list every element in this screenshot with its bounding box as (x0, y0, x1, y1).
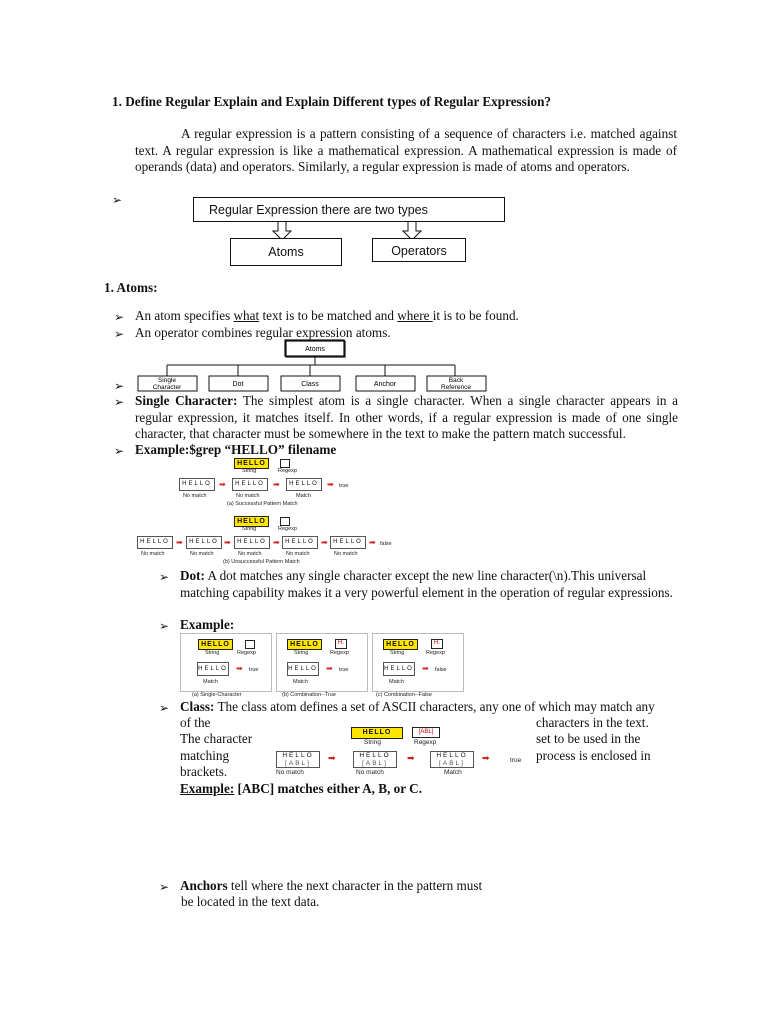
arrow-icon: ➡ (327, 480, 334, 489)
arrow-icon: ➡ (407, 754, 415, 764)
no-match-cell: HELLO [ABL] (276, 751, 320, 768)
atoms-box: Atoms (230, 238, 342, 266)
no-match-label: No match (356, 769, 384, 776)
no-match-cell: HELLO (234, 536, 270, 549)
match-label: Match (296, 493, 311, 499)
arrow-icon: ➡ (176, 538, 183, 547)
match-cell: HELLO (287, 662, 319, 676)
string-label: String (242, 468, 257, 474)
regexp-label: Regexp (278, 526, 297, 532)
regexp-label: Regexp (237, 650, 256, 656)
match-cell: HELLO [ABL] (430, 751, 474, 768)
regexp-label: Regexp (278, 468, 297, 474)
caption-b: (b) Unsuccessful Pattern Match (223, 559, 300, 565)
string-chip: HELLO (198, 639, 233, 650)
regexp-label: Regexp (426, 650, 445, 656)
class-left-3: matching (180, 748, 230, 763)
regexp-chip (280, 459, 290, 468)
regexp-chip: H. (335, 639, 347, 649)
single-character-example: Example:$grep “HELLO” filename (135, 442, 337, 457)
dot-panel-c (372, 633, 464, 692)
class-left-4: brackets. (180, 764, 228, 779)
tree-root: Atoms (305, 346, 325, 353)
bullet-icon: ➢ (159, 570, 170, 584)
dot-figure (178, 631, 464, 701)
intro-paragraph: A regular expression is a pattern consisting of a sequence of characters i.e. matched against text. A regular expression is like a mathematical expression. A mathematical expression is made of operands (data) and operators. Similarly, a regular expression is made of atoms and operators. (135, 126, 677, 174)
atoms-tree-diagram (135, 339, 490, 394)
match-label: Match (293, 679, 308, 685)
class-left-2: The character (180, 731, 253, 746)
no-match-label: No match (286, 551, 310, 557)
arrow-icon: ➡ (236, 664, 243, 673)
class-left-1: of the (180, 715, 211, 730)
string-chip: HELLO (234, 516, 269, 527)
string-label: String (294, 650, 309, 656)
atom-definition: An atom specifies what text is to be matched and where it is to be found. (135, 308, 519, 323)
dot-panel-a (180, 633, 272, 692)
no-match-label: No match (238, 551, 262, 557)
no-match-label: No match (334, 551, 358, 557)
svg-text:Single: Single (157, 377, 177, 384)
bullet-icon: ➢ (114, 327, 125, 341)
svg-text:Character: Character (152, 384, 182, 391)
arrow-icon: ➡ (369, 538, 376, 547)
dot-paragraph: Dot: A dot matches any single character except the new line character(\n).This universal matching capability makes it a very powerful element in the operation of regular expressions. (180, 568, 673, 600)
operator-definition: An operator combines regular expression atoms. (135, 325, 391, 340)
regexp-chip: H. (431, 639, 443, 649)
arrow-icon: ➡ (422, 664, 429, 673)
result-true: true (510, 757, 522, 764)
string-label: String (242, 526, 257, 532)
no-match-label: No match (190, 551, 214, 557)
arrow-icon: ➡ (321, 538, 328, 547)
no-match-cell: HELLO [ABL] (353, 751, 397, 768)
match-label: Match (444, 769, 462, 776)
string-label: String (390, 650, 405, 656)
bullet-icon: ➢ (114, 444, 125, 458)
match-cell: HELLO (286, 478, 322, 491)
no-match-cell: HELLO (186, 536, 222, 549)
match-cell: HELLO (197, 662, 229, 676)
caption-a: (a) Successful Pattern Match (227, 501, 298, 507)
arrow-icon: ➡ (273, 480, 280, 489)
match-label: Match (389, 679, 404, 685)
string-label: String (364, 739, 381, 746)
arrow-icon: ➡ (326, 664, 333, 673)
caption-c: (c) Combination--False (376, 692, 432, 698)
arrow-icon: ➡ (273, 538, 280, 547)
no-match-label: No match (236, 493, 260, 499)
result-false: false (435, 667, 447, 673)
operators-box: Operators (372, 238, 466, 262)
match-cell: HELLO (179, 478, 215, 491)
string-chip: HELLO (351, 727, 403, 739)
result-true: true (249, 667, 259, 673)
match-cell: HELLO (232, 478, 268, 491)
no-match-cell: HELLO (282, 536, 318, 549)
match-label: Match (203, 679, 218, 685)
regexp-chip: [ABL] (412, 727, 440, 738)
atoms-heading: 1. Atoms: (104, 280, 158, 295)
string-chip: HELLO (383, 639, 418, 650)
no-match-cell: HELLO (137, 536, 173, 549)
class-line-1: Class: The class atom defines a set of ASCII characters, any one of which may match any (180, 699, 655, 714)
single-character-paragraph: Single Character: The simplest atom is a single character. When a single character appears in a regular expression, it matches itself. In other words, if a regular expression is made of one single character, that character must be somewhere in the text to make the pattern match successful. (135, 393, 678, 441)
tree-class: Class (301, 381, 319, 388)
no-match-label: No match (183, 493, 207, 499)
arrow-icon: ➡ (328, 754, 336, 764)
class-example: Example: [ABC] matches either A, B, or C. (180, 781, 422, 796)
svg-text:Reference: Reference (441, 384, 471, 391)
bullet-icon: ➢ (159, 880, 170, 894)
tree-dot: Dot (232, 381, 244, 388)
bullet-icon: ➢ (112, 193, 123, 207)
result-true: true (339, 483, 349, 489)
class-figure (268, 724, 530, 779)
result-true: true (339, 667, 349, 673)
dot-example-label: Example: (180, 617, 235, 632)
bullet-icon: ➢ (114, 395, 125, 409)
regexp-chip (245, 640, 255, 649)
no-match-label: No match (141, 551, 165, 557)
string-chip: HELLO (234, 458, 269, 469)
dot-panel-b (276, 633, 368, 692)
arrow-icon: ➡ (224, 538, 231, 547)
types-top-box: Regular Expression there are two types (193, 197, 505, 222)
class-right-1: characters in the text. (536, 715, 649, 730)
caption-a: (a) Single-Character (192, 692, 242, 698)
string-chip: HELLO (287, 639, 322, 650)
bullet-icon: ➢ (114, 379, 125, 393)
anchors-line-2: be located in the text data. (181, 894, 320, 909)
match-cell: HELLO (383, 662, 415, 676)
class-right-3: process is enclosed in (536, 748, 651, 763)
arrow-icon: ➡ (482, 754, 490, 764)
no-match-cell: HELLO (330, 536, 366, 549)
string-label: String (205, 650, 220, 656)
svg-text:Back: Back (448, 377, 464, 384)
bullet-icon: ➢ (159, 701, 170, 715)
anchors-paragraph: Anchors tell where the next character in the pattern must (180, 878, 483, 893)
question-heading: 1. Define Regular Explain and Explain Different types of Regular Expression? (112, 94, 552, 109)
bullet-icon: ➢ (114, 310, 125, 324)
regexp-label: Regexp (414, 739, 437, 746)
regexp-label: Regexp (330, 650, 349, 656)
arrow-icon: ➡ (219, 480, 226, 489)
caption-b: (b) Combination--True (282, 692, 336, 698)
bullet-icon: ➢ (159, 619, 170, 633)
class-right-2: set to be used in the (536, 731, 641, 746)
regexp-chip (280, 517, 290, 526)
no-match-label: No match (276, 769, 304, 776)
tree-anchor: Anchor (373, 381, 397, 388)
result-false: false (380, 541, 392, 547)
single-character-figure (135, 457, 395, 569)
